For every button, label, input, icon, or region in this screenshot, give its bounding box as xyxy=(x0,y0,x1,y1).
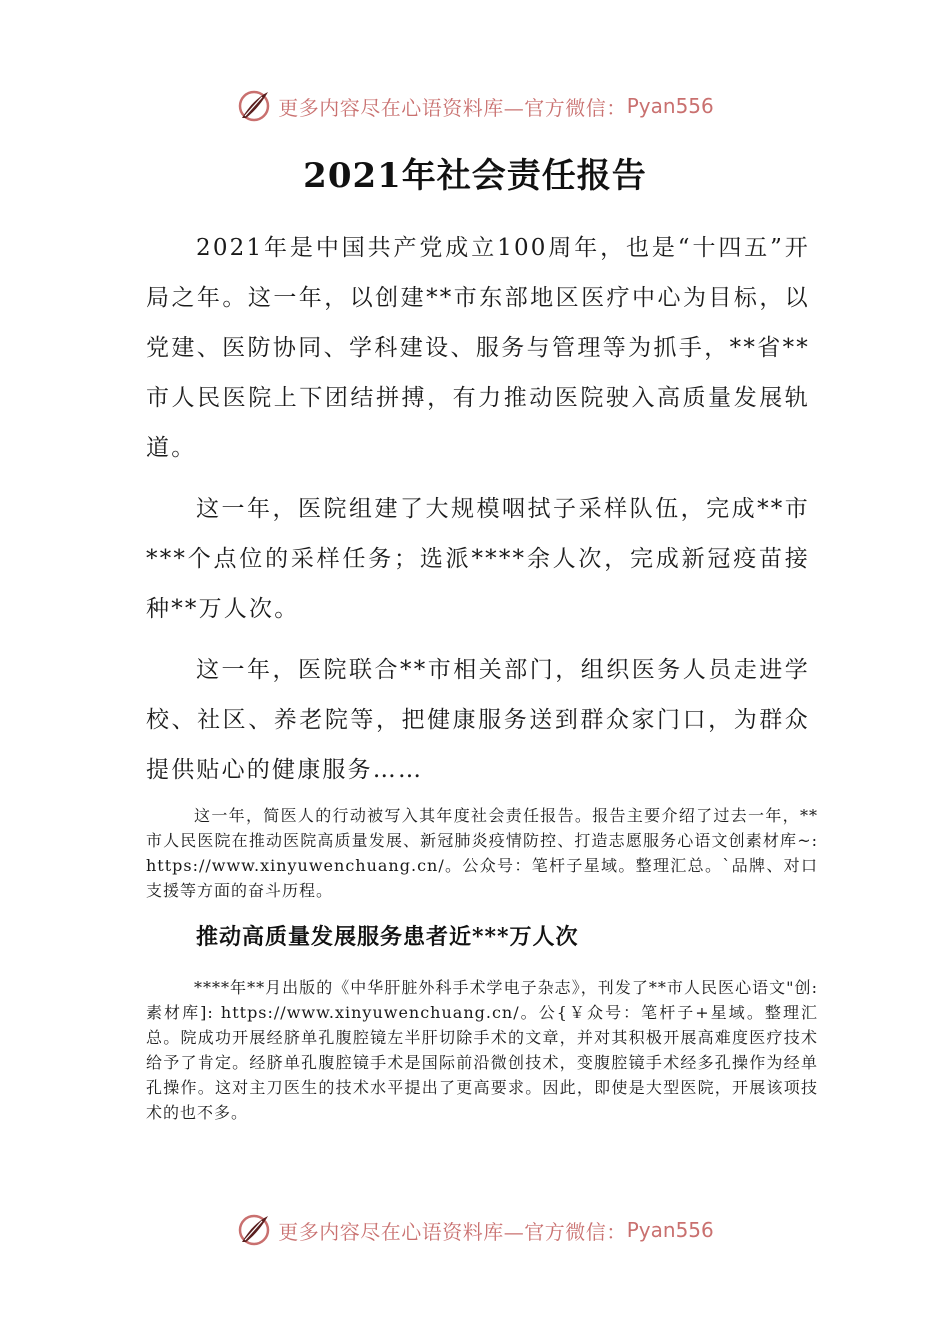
section-heading: 推动高质量发展服务患者近***万人次 xyxy=(196,924,579,950)
banner-text: 更多内容尽在心语资料库—官方微信： xyxy=(278,1219,627,1244)
paragraph-report-summary: 这一年，简医人的行动被写入其年度社会责任报告。报告主要介绍了过去一年，**市人民医院在推动医院高质量发展、新冠肺炎疫情防控、打造志愿服务心语文创素材库~: https://www.xinyuwenchuang.cn/。公众号：笔杆子星域。整理汇总。`品牌、对口支援等方面的奋斗历程。 xyxy=(146,806,818,900)
banner-account: Pyan556 xyxy=(626,1218,714,1242)
footer-banner xyxy=(0,1208,950,1252)
paragraph-sampling: 这一年，医院组建了大规模咽拭子采样队伍，完成**市***个点位的采样任务；选派****余人次，完成新冠疫苗接种**万人次。 xyxy=(146,496,810,622)
quill-logo-icon xyxy=(236,1212,272,1248)
document-title: 2021年社会责任报告 xyxy=(303,156,647,196)
quill-logo-icon xyxy=(236,88,272,124)
paragraph-surgery: ****年**月出版的《中华肝脏外科手术学电子杂志》，刊发了**市人民医心语文"创:素材库]: https://www.xinyuwenchuang.cn/。公{￥众号：笔杆子+星域。整理汇总。院成功开展经脐单孔腹腔镜左半肝切除手术的文章，并对其积极开展高难度医疗技术给予了肯定。经脐单孔腹腔镜手术是国际前沿微创技术，变腹腔镜手术经多孔操作为经单孔操作。这对主刀医生的技术水平提出了更高要求。因此，即使是大型医院，开展该项技术的也不多。 xyxy=(146,978,818,1122)
header-banner xyxy=(0,84,950,128)
banner-account: Pyan556 xyxy=(626,94,714,118)
paragraph-intro: 2021年是中国共产党成立100周年，也是“十四五”开局之年。这一年，以创建**市东部地区医疗中心为目标，以党建、医防协同、学科建设、服务与管理等为抓手，**省**市人民医院上下团结拼搏，有力推动医院驶入高质量发展轨道。 xyxy=(146,235,810,461)
banner-text: 更多内容尽在心语资料库—官方微信： xyxy=(278,95,627,120)
paragraph-community-service: 这一年，医院联合**市相关部门，组织医务人员走进学校、社区、养老院等，把健康服务送到群众家门口，为群众提供贴心的健康服务…… xyxy=(146,657,810,783)
